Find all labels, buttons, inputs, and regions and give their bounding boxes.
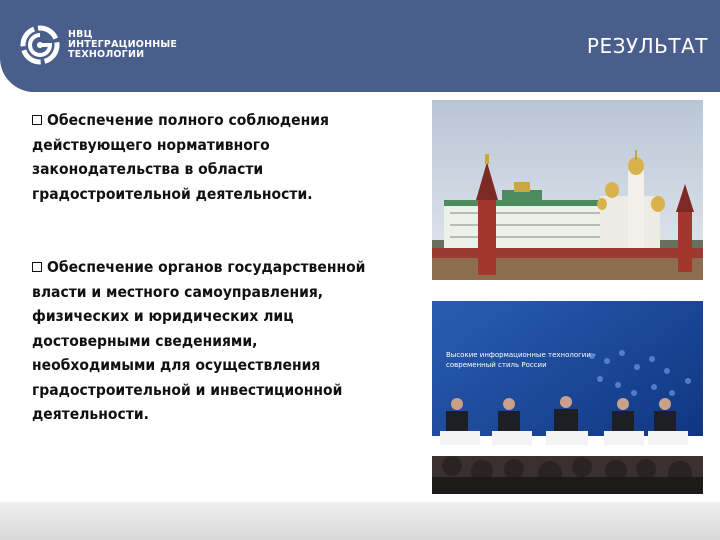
bullet-line: деятельности. [32, 405, 149, 423]
bullet-line: Обеспечение полного соблюдения [47, 111, 329, 129]
footer-band [0, 502, 720, 540]
checkbox-bullet-icon [32, 115, 42, 125]
bullet-line: действующего нормативного [32, 135, 270, 154]
logo-text [68, 30, 177, 60]
slide-header [0, 0, 720, 92]
bullet-line: физических и юридических лиц [32, 307, 294, 325]
kremlin-photo [432, 100, 703, 280]
logo-line: НВЦ [68, 29, 93, 40]
company-logo [20, 20, 177, 70]
bullet-list [32, 108, 422, 427]
bullet-line: градостроительной и инвестиционной [32, 380, 343, 399]
bullet-line: Обеспечение органов государственной [47, 258, 366, 276]
bullet-line: необходимыми для осуществления [32, 356, 321, 374]
logo-emblem-icon [20, 25, 60, 65]
logo-line: ТЕХНОЛОГИИ [68, 49, 145, 60]
checkbox-bullet-icon [32, 262, 42, 272]
conference-photo [432, 301, 703, 494]
bullet-item [32, 255, 422, 427]
bullet-line: достоверными сведениями, [32, 331, 258, 350]
bullet-line: градостроительной деятельности. [32, 184, 313, 203]
bullet-item [32, 108, 422, 206]
bullet-line: власти и местного самоуправления, [32, 282, 324, 301]
conference-banner-text: современный стиль России [446, 361, 547, 369]
bullet-line: законодательства в области [32, 160, 264, 178]
conference-banner-text: Высокие информационные технологии - [446, 351, 596, 359]
logo-line: ИНТЕГРАЦИОННЫЕ [68, 39, 178, 50]
slide-title: РЕЗУЛЬТАТ [586, 34, 708, 58]
